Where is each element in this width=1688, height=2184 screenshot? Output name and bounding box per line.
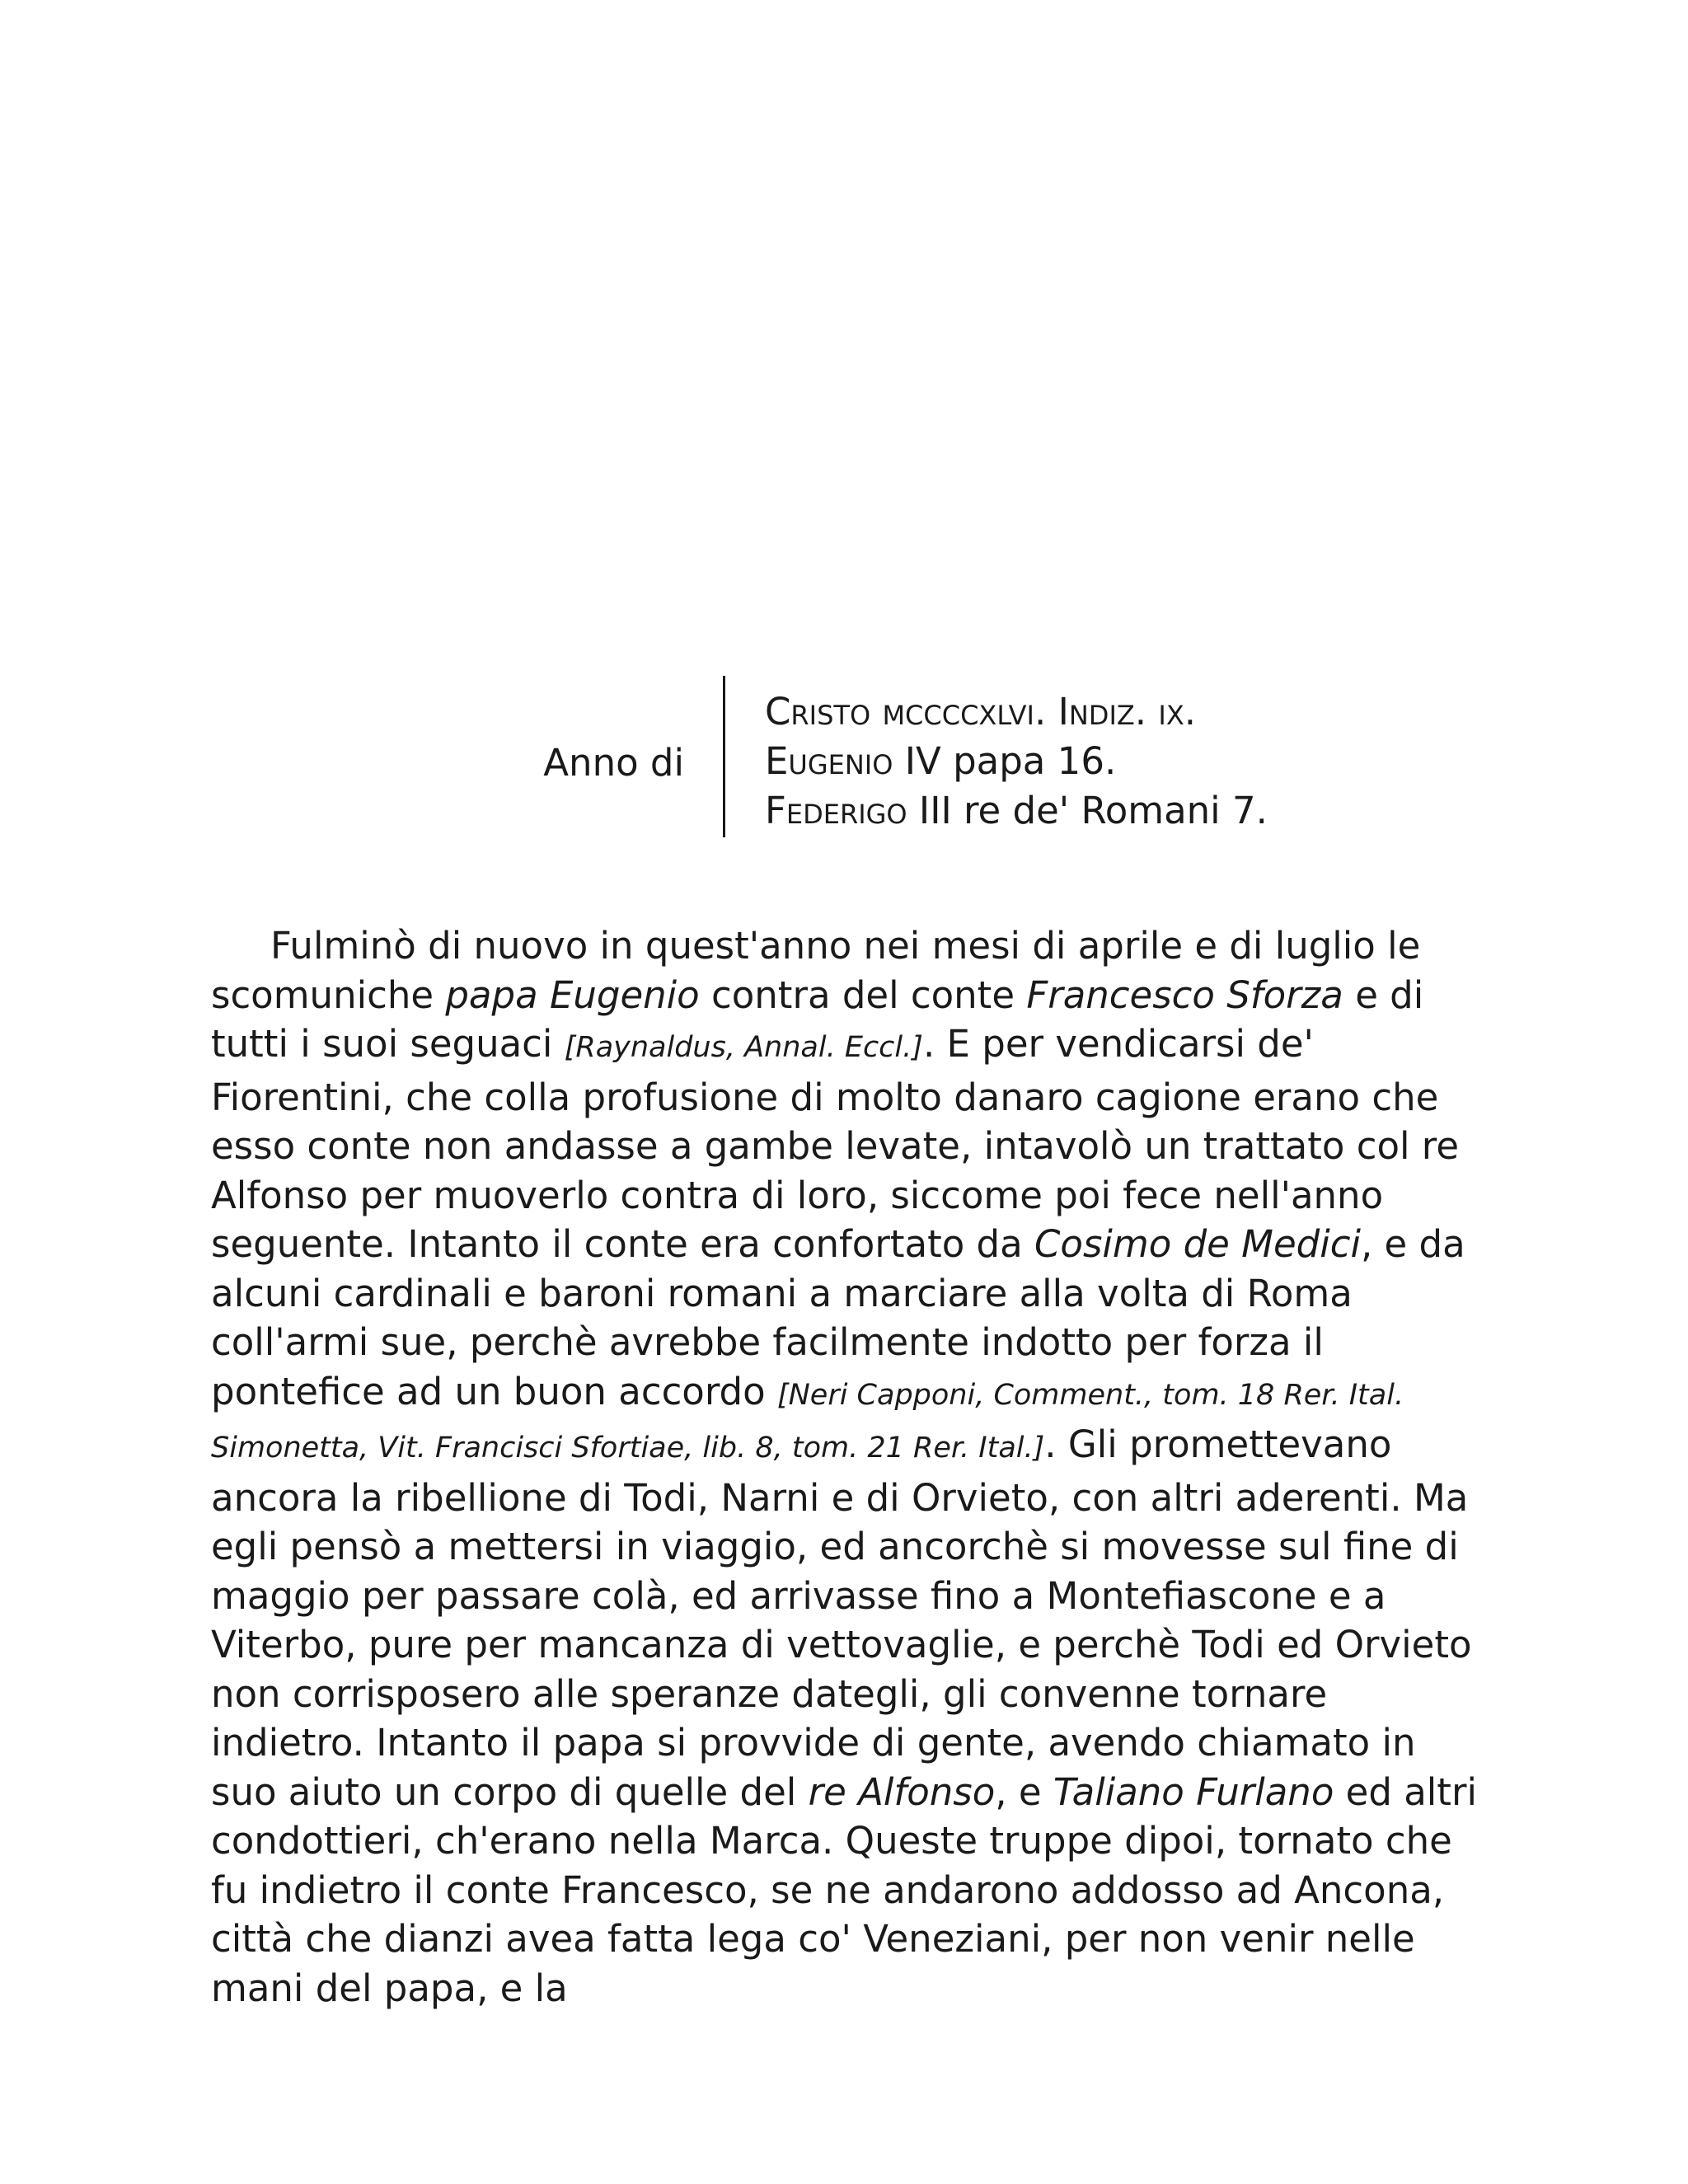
citation-reference: [Raynaldus, Annal. Eccl.] <box>564 1031 923 1064</box>
proper-name: Taliano Furlano <box>1053 1769 1334 1814</box>
heading-line-federigo <box>765 786 1268 836</box>
paragraph <box>211 921 1485 2013</box>
citation-reference: [Neri Capponi, Comment., tom. 18 Rer. Ital. Simonetta, Vit. Francisci Sfortiae, lib. 8, tom. 21 Rer. Ital.] <box>211 1378 1404 1465</box>
heading-rest: mccccxlvi. Indiz. <box>870 690 1159 733</box>
text-segment: contra del conte <box>699 972 1027 1017</box>
anno-label: Anno di <box>543 741 684 785</box>
text-segment: , e <box>995 1769 1053 1814</box>
heading-rest: III re de' Romani 7. <box>907 789 1268 832</box>
heading-end: . <box>1184 690 1197 733</box>
heading-name: Cristo <box>765 690 871 733</box>
proper-name: Francesco Sforza <box>1026 972 1343 1017</box>
year-heading <box>0 676 1688 841</box>
text-segment: ed altri condottieri, ch'erano nella Marca. Queste truppe dipoi, tornato che fu indietro il conte Francesco, se ne andarono addosso ad Ancona, città che dianzi avea fatta lega co' Veneziani, per non venir nelle mani del papa, e la <box>211 1769 1477 2010</box>
text-segment: e di tutti i suoi seguaci <box>211 972 1424 1066</box>
text-segment: Fulminò di nuovo in quest'anno nei mesi di aprile e di luglio le scomuniche <box>211 924 1421 1017</box>
heading-rest: IV papa 16. <box>893 739 1117 783</box>
heading-lines <box>765 687 1268 836</box>
text-segment: . Gli promettevano ancora la ribellione di Todi, Narni e di Orvieto, con altri aderenti. Ma egli pensò a mettersi in viaggio, ed ancorchè si movesse sul fine di maggio per passare colà, ed arrivasse fino a Montefiascone e a Viterbo, pure per mancanza di vettovaglie, e perchè Todi ed Orvieto non corrisposero alle speranze dategli, gli convenne tornare indietro. Intanto il papa si provvide di gente, avendo chiamato in suo aiuto un corpo di quelle del <box>211 1422 1472 1814</box>
heading-divider <box>723 676 725 837</box>
heading-name: Federigo <box>765 789 907 832</box>
text-segment: , e da alcuni cardinali e baroni romani a marciare alla volta di Roma coll'armi sue, perchè avrebbe facilmente indotto per forza il pontefice ad un buon accordo <box>211 1222 1465 1413</box>
body-text <box>211 921 1485 2013</box>
heading-line-cristo <box>765 687 1268 737</box>
proper-name: papa Eugenio <box>445 972 700 1017</box>
text-segment: . E per vendicarsi de' Fiorentini, che colla profusione di molto danaro cagione erano che esso conte non andasse a gambe levate, intavolò un trattato col re Alfonso per muoverlo contra di loro, siccome poi fece nell'anno seguente. Intanto il conte era confortato da <box>211 1022 1460 1266</box>
heading-name: Eugenio <box>765 739 893 783</box>
proper-name: Cosimo de Medici <box>1034 1222 1361 1266</box>
proper-name: re Alfonso <box>808 1769 996 1814</box>
heading-line-eugenio <box>765 737 1268 786</box>
heading-tail: ix <box>1158 690 1184 733</box>
